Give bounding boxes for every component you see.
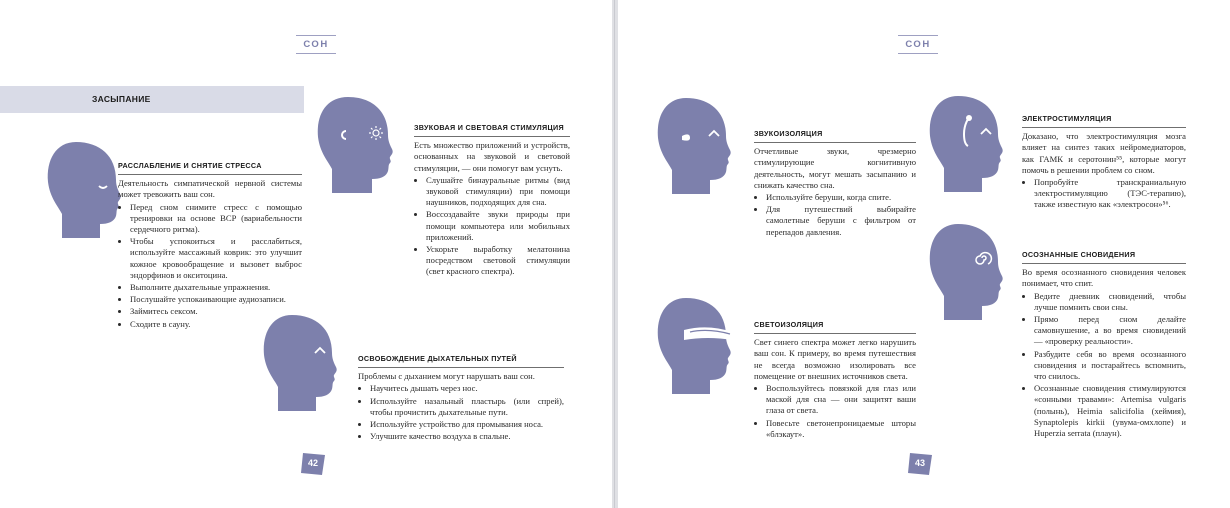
section-relaxation bbox=[118, 160, 302, 331]
list-item: • Используйте назальный пластырь (или спрей), чтобы прочистить дыхательные пути. bbox=[370, 396, 564, 418]
running-head-text: СОН bbox=[905, 39, 931, 50]
section-title: ЭЛЕКТРОСТИМУЛЯЦИЯ bbox=[1022, 113, 1186, 128]
section-electrostimulation bbox=[1022, 113, 1186, 212]
chapter-title: ЗАСЫПАНИЕ bbox=[92, 94, 151, 104]
list-item: • Повесьте светонепроницаемые шторы «блэкаут». bbox=[766, 418, 916, 440]
section-light-isolation bbox=[754, 319, 916, 441]
list-item: • Ускорьте выработку мелатонина посредством световой стимуляции (свет красного спектра). bbox=[426, 244, 570, 278]
running-head-rule-bottom bbox=[898, 53, 938, 54]
bullet-list bbox=[754, 383, 916, 440]
list-item: • Слушайте бинауральные ритмы (вид звуковой стимуляции) при помощи наушников, подходящих для сна. bbox=[426, 175, 570, 209]
bullet-list bbox=[1022, 177, 1186, 211]
list-item: • Прямо перед сном делайте самовнушение, а во время сновидений — «проверку реальности». bbox=[1034, 314, 1186, 348]
section-airways bbox=[358, 353, 564, 443]
list-item: • Воссоздавайте звуки природы при помощи компьютера или мобильных приложений. bbox=[426, 209, 570, 243]
section-sound-isolation bbox=[754, 128, 916, 239]
left-page bbox=[0, 0, 612, 508]
list-item: • Перед сном снимите стресс с помощью тренировки на основе ВСР (вариабельности сердечного ритма). bbox=[130, 202, 302, 236]
list-item: • Используйте беруши, когда спите. bbox=[766, 192, 916, 203]
list-item: • Займитесь сексом. bbox=[130, 306, 302, 317]
section-intro: Доказано, что электростимуляция мозга влияет на синтез таких нейромедиаторов, как ГАМК и серотонин⁵⁵, которые могут помочь в решении проблем со сном. bbox=[1022, 131, 1186, 175]
head-silhouette-icon bbox=[928, 94, 1010, 194]
running-head-rule-top bbox=[296, 35, 336, 36]
list-item: • Осознанные сновидения стимулируются «сонными травами»: Artemisa vulgaris (полынь), Heimia salicifolia (хеймия), Synaptolepis kirkii (увума-омхлопе) и Huperzia serrata (плаун). bbox=[1034, 383, 1186, 439]
running-head-left bbox=[296, 39, 336, 50]
right-page bbox=[618, 0, 1230, 508]
bullet-list bbox=[414, 175, 570, 278]
list-item: • Улучшите качество воздуха в спальне. bbox=[370, 431, 564, 442]
head-silhouette-icon bbox=[316, 95, 408, 195]
list-item: • Научитесь дышать через нос. bbox=[370, 383, 564, 394]
page-number-text: 43 bbox=[914, 458, 925, 468]
section-intro: Во время осознанного сновидения человек понимает, что спит. bbox=[1022, 267, 1186, 289]
list-item: • Воспользуйтесь повязкой для глаз или маской для сна — они защитят ваши глаза от света. bbox=[766, 383, 916, 417]
list-item: • Послушайте успокаивающие аудиозаписи. bbox=[130, 294, 302, 305]
head-silhouette-icon bbox=[928, 222, 1010, 322]
list-item: • Используйте устройство для промывания носа. bbox=[370, 419, 564, 430]
running-head-rule-top bbox=[898, 35, 938, 36]
gutter-line bbox=[614, 0, 615, 508]
bullet-list bbox=[358, 383, 564, 442]
section-title: ЗВУКОВАЯ И СВЕТОВАЯ СТИМУЛЯЦИЯ bbox=[414, 122, 570, 137]
head-silhouette-icon bbox=[46, 140, 128, 240]
bullet-list bbox=[1022, 291, 1186, 440]
section-title: ОСОЗНАННЫЕ СНОВИДЕНИЯ bbox=[1022, 249, 1186, 264]
head-silhouette-icon bbox=[656, 96, 738, 196]
section-intro: Свет синего спектра может легко нарушить ваш сон. К примеру, во время путешествия не всегда возможно изолировать все помещение от внешних источников света. bbox=[754, 337, 916, 381]
section-title: ЗВУКОИЗОЛЯЦИЯ bbox=[754, 128, 916, 143]
section-intro: Проблемы с дыханием могут нарушать ваш сон. bbox=[358, 371, 535, 382]
running-head-text: СОН bbox=[303, 39, 329, 50]
list-item: • Выполните дыхательные упражнения. bbox=[130, 282, 302, 293]
section-title: ОСВОБОЖДЕНИЕ ДЫХАТЕЛЬНЫХ ПУТЕЙ bbox=[358, 353, 564, 368]
bullet-list bbox=[754, 192, 916, 238]
page-number-text: 42 bbox=[307, 458, 318, 468]
head-silhouette-icon bbox=[656, 296, 738, 396]
section-title: РАССЛАБЛЕНИЕ И СНЯТИЕ СТРЕССА bbox=[118, 160, 302, 175]
list-item: • Попробуйте транскраниальную электростимуляцию (ТЭС-терапию), также известную как «электросон»⁵⁶. bbox=[1034, 177, 1186, 211]
running-head-rule-bottom bbox=[296, 53, 336, 54]
section-intro: Есть множество приложений и устройств, основанных на звуковой и световой стимуляции, — они помогут вам уснуть. bbox=[414, 140, 570, 173]
bullet-list bbox=[118, 202, 302, 330]
list-item: • Разбудите себя во время осознанного сновидения и постарайтесь вспомнить, что снилось. bbox=[1034, 349, 1186, 383]
section-intro: Деятельность симпатической нервной системы может тревожить ваш сон. bbox=[118, 178, 302, 200]
section-title: СВЕТОИЗОЛЯЦИЯ bbox=[754, 319, 916, 334]
list-item: • Для путешествий выбирайте самолетные беруши с фильтром от перепадов давления. bbox=[766, 204, 916, 238]
page-number-left bbox=[299, 451, 327, 477]
section-sound-light bbox=[414, 122, 570, 279]
section-lucid-dreams bbox=[1022, 249, 1186, 440]
running-head-right bbox=[898, 39, 938, 50]
section-intro: Отчетливые звуки, чрезмерно стимулирующие когнитивную деятельность, могут мешать засыпанию и снижать качество сна. bbox=[754, 146, 916, 190]
page-number-right bbox=[906, 451, 934, 477]
chapter-bar bbox=[0, 86, 304, 113]
list-item: • Чтобы успокоиться и расслабиться, используйте массажный коврик: это улучшит кожное кровообращение и вызовет выброс эндорфинов и окситоцина. bbox=[130, 236, 302, 281]
list-item: • Сходите в сауну. bbox=[130, 319, 302, 330]
list-item: • Ведите дневник сновидений, чтобы лучше помнить свои сны. bbox=[1034, 291, 1186, 313]
